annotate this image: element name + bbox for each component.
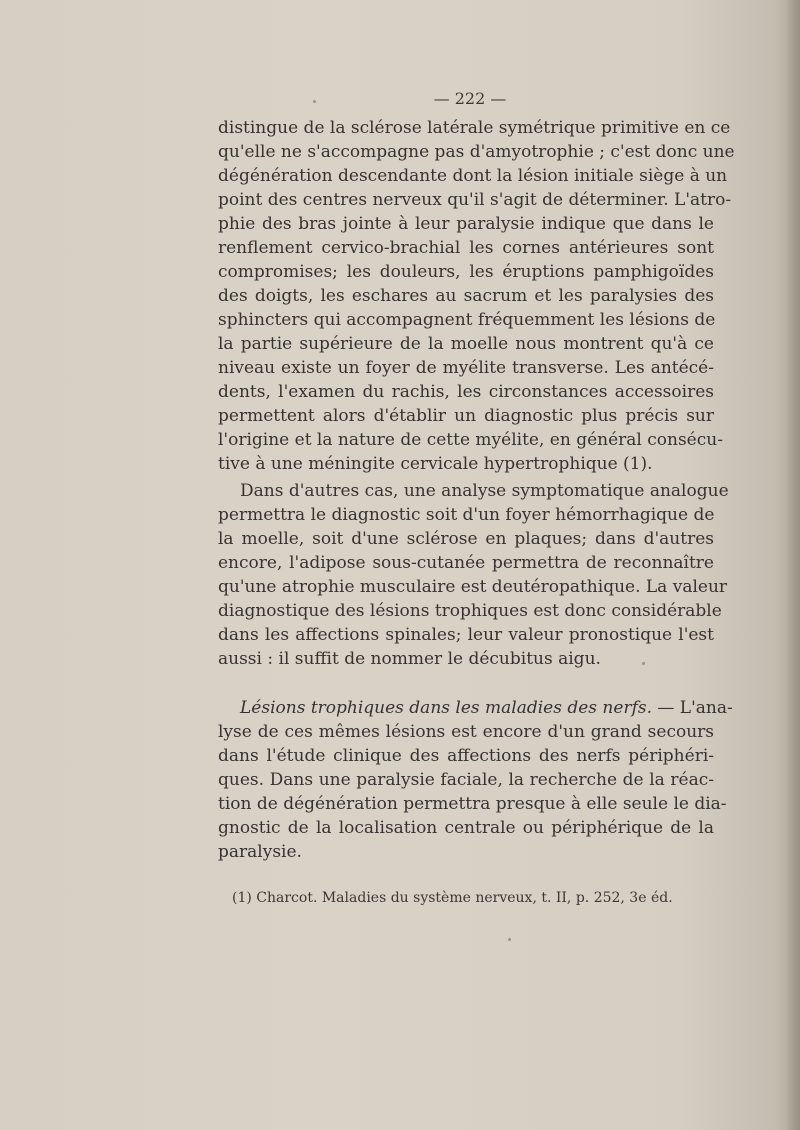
text-line: niveau existe un foyer de myélite transverse. Les antécé-	[218, 358, 714, 378]
text-line: tive à une méningite cervicale hypertrophique (1).	[218, 454, 653, 474]
text-line: paralysie.	[218, 842, 302, 862]
page-number: — 222 —	[433, 89, 507, 108]
text-line: sphincters qui accompagnent fréquemment les lésions de	[218, 310, 716, 330]
text-line: aussi : il suffit de nommer le décubitus aigu.	[218, 649, 601, 669]
text-fragment: — L'ana-	[651, 698, 733, 718]
text-line: point des centres nerveux qu'il s'agit de déterminer. L'atro-	[218, 190, 732, 210]
text-line: encore, l'adipose sous-cutanée permettra de reconnaître	[218, 553, 714, 573]
section-heading: Lésions trophiques dans les maladies des nerfs.	[240, 698, 652, 718]
text-line: dans les affections spinales; leur valeur pronostique l'est	[218, 625, 714, 645]
text-line: dégénération descendante dont la lésion initiale siège à un	[218, 166, 728, 186]
page-edge-shadow	[786, 0, 800, 1130]
text-line: dans l'étude clinique des affections des nerfs périphéri-	[218, 746, 714, 766]
paper-speck	[642, 662, 645, 665]
paper-speck	[508, 938, 511, 941]
text-line: renflement cervico-brachial les cornes antérieures sont	[218, 238, 714, 258]
text-line: ques. Dans une paralysie faciale, la recherche de la réac-	[218, 770, 714, 790]
text-line: qu'elle ne s'accompagne pas d'amyotrophie ; c'est donc une	[218, 142, 735, 162]
paper-speck	[313, 100, 316, 103]
text-line: lyse de ces mêmes lésions est encore d'un grand secours	[218, 722, 714, 742]
text-line: gnostic de la localisation centrale ou périphérique de la	[218, 818, 714, 838]
text-line: phie des bras jointe à leur paralysie indique que dans le	[218, 214, 714, 234]
text-line: qu'une atrophie musculaire est deutéropathique. La valeur	[218, 577, 728, 597]
text-line: tion de dégénération permettra presque à elle seule le dia-	[218, 794, 727, 814]
text-line: des doigts, les eschares au sacrum et les paralysies des	[218, 286, 714, 306]
text-line	[240, 698, 733, 718]
text-line: la moelle, soit d'une sclérose en plaques; dans d'autres	[218, 529, 714, 549]
text-line: distingue de la sclérose latérale symétrique primitive en ce	[218, 118, 731, 138]
text-line: la partie supérieure de la moelle nous montrent qu'à ce	[218, 334, 714, 354]
text-line: permettra le diagnostic soit d'un foyer hémorrhagique de	[218, 505, 715, 525]
footnote: (1) Charcot. Maladies du système nerveux, t. II, p. 252, 3e éd.	[232, 890, 673, 906]
text-line: Dans d'autres cas, une analyse symptomatique analogue	[240, 481, 729, 501]
text-line: diagnostique des lésions trophiques est donc considérable	[218, 601, 722, 621]
text-line: compromises; les douleurs, les éruptions pamphigoïdes	[218, 262, 714, 282]
text-line: permettent alors d'établir un diagnostic plus précis sur	[218, 406, 714, 426]
text-line: dents, l'examen du rachis, les circonstances accessoires	[218, 382, 714, 402]
text-line: l'origine et la nature de cette myélite, en général consécu-	[218, 430, 723, 450]
